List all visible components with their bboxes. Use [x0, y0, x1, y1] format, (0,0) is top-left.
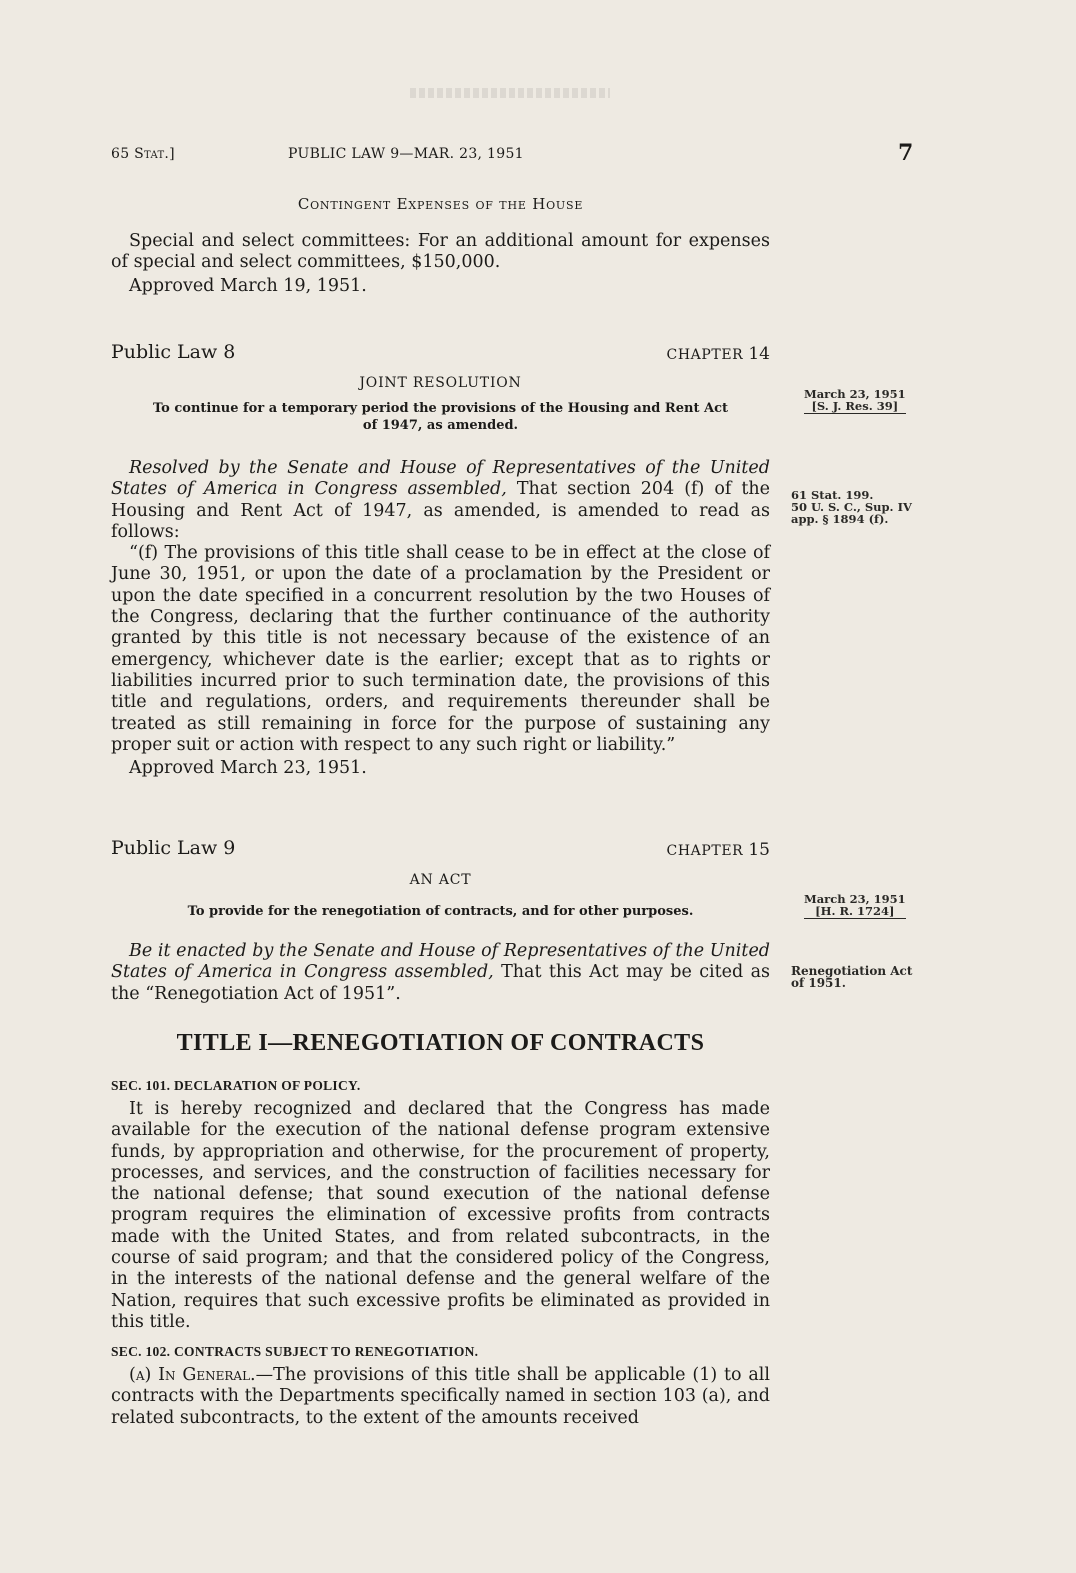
bleed-through-mark	[410, 88, 610, 98]
sec-101-body: It is hereby recognized and declared that the Congress has made available for the execution of the national defense program extensive funds, by appropriation and otherwise, for the procurement of property, processes, and services, and the construction of facilities necessary for the national defense; that sound execution of the national defense program requires the elimination of excessive profits from contracts made with the United States, and from related subcontracts, in the course of said program; and that the considered policy of the Congress, in the interests of the national defense and the general welfare of the Nation, requires that such excessive profits be eliminated as provided in this title.	[111, 1099, 770, 1332]
public-law-9-label: Public Law 9	[111, 837, 236, 859]
public-law-8-label: Public Law 8	[111, 341, 236, 363]
public-law-8-body	[111, 458, 770, 779]
page-number: 7	[898, 140, 914, 166]
public-law-8-line	[111, 341, 770, 363]
enacting-clause: Be it enacted by the Senate and House of Representatives of the United States of America in Congress assembled, That this Act may be cited as the “Renegotiation Act of 1951”.	[111, 941, 771, 1004]
public-law-9-line	[111, 837, 770, 859]
sec-102-heading: SEC. 102. CONTRACTS SUBJECT TO RENEGOTIATION.	[111, 1344, 479, 1359]
side-note-renegotiation-act: Renegotiation Act of 1951.	[791, 964, 913, 990]
side-note-sj-res-39: March 23, 1951 [S. J. Res. 39]	[804, 387, 906, 413]
sec-102-body: (a) In General.—The provisions of this title shall be applicable (1) to all contracts with the Departments specifically named in section 103 (a), and related subcontracts, to the extent of the amounts received	[111, 1365, 771, 1428]
contingent-expenses-block	[111, 231, 770, 297]
approved-date-2: Approved March 23, 1951.	[129, 758, 367, 779]
header-statute-ref: 65 Stat.]	[111, 146, 175, 162]
section-heading-contingent-expenses: Contingent Expenses of the House	[297, 195, 584, 213]
resolving-clause: Resolved by the Senate and House of Representatives of the United States of America in Congress assembled, That section 204 (f) of the Housing and Rent Act of 1947, as amended, is amended to read as follows:	[111, 458, 770, 542]
title-i-heading: TITLE I—RENEGOTIATION OF CONTRACTS	[176, 1030, 705, 1056]
side-note-61-stat-199: 61 Stat. 199. 50 U. S. C., Sup. IV app. § 1894 (f).	[791, 488, 912, 526]
an-act-heading: AN ACT	[409, 872, 472, 888]
header-title: PUBLIC LAW 9—MAR. 23, 1951	[288, 146, 524, 162]
approved-date-1: Approved March 19, 1951.	[129, 275, 367, 296]
public-law-8-description: To continue for a temporary period the provisions of the Housing and Rent Act of 1947, as amended.	[153, 401, 728, 433]
sec-101-heading: SEC. 101. DECLARATION OF POLICY.	[111, 1078, 361, 1093]
public-law-9-description: To provide for the renegotiation of contracts, and for other purposes.	[187, 904, 694, 919]
side-note-hr-1724: March 23, 1951 [H. R. 1724]	[804, 892, 906, 918]
chapter-14: CHAPTER 14	[666, 344, 770, 364]
joint-resolution-heading: JOINT RESOLUTION	[359, 375, 522, 391]
contingent-expenses-paragraph: Special and select committees: For an additional amount for expenses of special and select committees, $150,000.	[111, 231, 770, 273]
amended-subsection-f: “(f) The provisions of this title shall cease to be in effect at the close of June 30, 1951, or upon the date of a proclamation by the President or upon the date specified in a concurrent resolution by the two Houses of the Congress, declaring that the further continuance of the authority granted by this title is not necessary because of the existence of an emergency, whichever date is the earlier; except that as to rights or liabilities incurred prior to such termination date, the provisions of this title and regulations, orders, and requirements thereunder shall be treated as still remaining in force for the purpose of sustaining any proper suit or action with respect to any such right or liability.”	[111, 543, 770, 755]
chapter-15: CHAPTER 15	[666, 840, 770, 860]
in-general-label: (a) In General.	[129, 1365, 256, 1385]
